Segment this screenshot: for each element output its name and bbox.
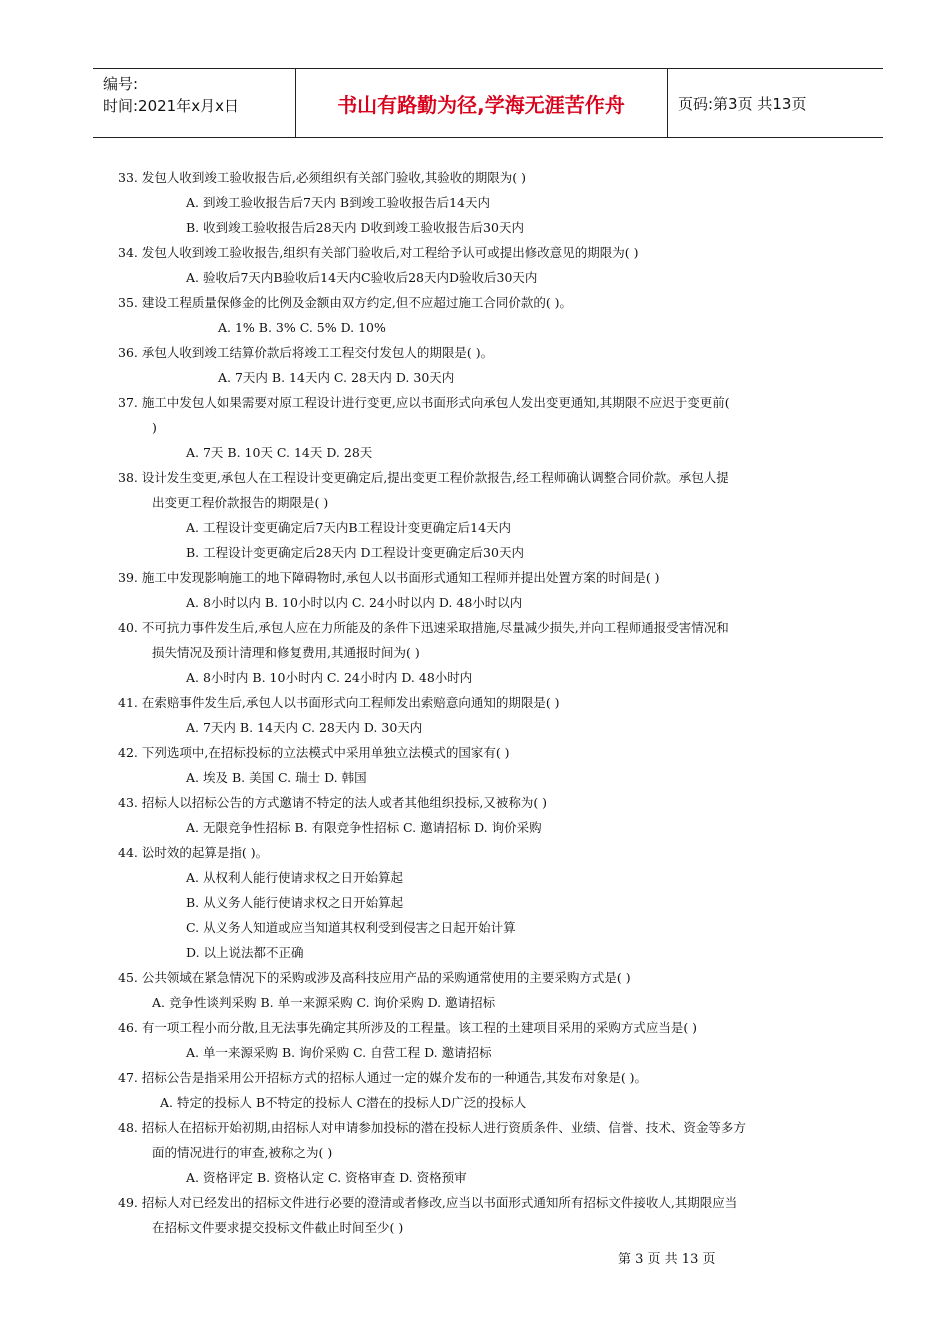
number-label: 编号: <box>103 75 139 93</box>
header-meta <box>103 73 293 117</box>
text-line: 42. 下列选项中,在招标投标的立法模式中采用单独立法模式的国家有( ) <box>118 745 510 760</box>
text-line: 34. 发包人收到竣工验收报告,组织有关部门验收后,对工程给予认可或提出修改意见的期限为( ) <box>118 245 639 260</box>
text-line: A. 工程设计变更确定后7天内B工程设计变更确定后14天内 <box>186 520 512 535</box>
text-line: 43. 招标人以招标公告的方式邀请不特定的法人或者其他组织投标,又被称为( ) <box>118 795 548 810</box>
text-line: 47. 招标公告是指采用公开招标方式的招标人通过一定的媒介发布的一种通告,其发布对象是( )。 <box>118 1070 648 1085</box>
text-line: 33. 发包人收到竣工验收报告后,必须组织有关部门验收,其验收的期限为( ) <box>118 170 527 185</box>
text-line: 48. 招标人在招标开始初期,由招标人对申请参加投标的潜在投标人进行资质条件、业绩、信誉、技术、资金等多方 <box>118 1120 746 1135</box>
text-line: 45. 公共领域在紧急情况下的采购或涉及高科技应用产品的采购通常使用的主要采购方式是( ) <box>118 970 631 985</box>
text-line: B. 工程设计变更确定后28天内 D工程设计变更确定后30天内 <box>186 545 524 560</box>
text-line: A. 单一来源采购 B. 询价采购 C. 自营工程 D. 邀请招标 <box>186 1045 492 1060</box>
text-line: A. 7天内 B. 14天内 C. 28天内 D. 30天内 <box>218 370 455 385</box>
text-line: A. 验收后7天内B验收后14天内C验收后28天内D验收后30天内 <box>186 270 538 285</box>
text-line: 37. 施工中发包人如果需要对原工程设计进行变更,应以书面形式向承包人发出变更通知,其期限不应迟于变更前( <box>118 395 730 410</box>
text-line: ) <box>152 420 157 435</box>
text-line: A. 埃及 B. 美国 C. 瑞士 D. 韩国 <box>186 770 367 785</box>
text-line: C. 从义务人知道或应当知道其权利受到侵害之日起开始计算 <box>186 920 516 935</box>
text-line: A. 1% B. 3% C. 5% D. 10% <box>218 320 386 335</box>
text-line: 36. 承包人收到竣工结算价款后将竣工工程交付发包人的期限是( )。 <box>118 345 494 360</box>
text-line: A. 竞争性谈判采购 B. 单一来源采购 C. 询价采购 D. 邀请招标 <box>152 995 496 1010</box>
text-line: A. 7天 B. 10天 C. 14天 D. 28天 <box>186 445 373 460</box>
header-divider <box>667 69 668 137</box>
text-line: B. 从义务人能行使请求权之日开始算起 <box>186 895 404 910</box>
text-line: B. 收到竣工验收报告后28天内 D收到竣工验收报告后30天内 <box>186 220 524 235</box>
text-line: 在招标文件要求提交投标文件截止时间至少( ) <box>152 1220 404 1235</box>
text-line: A. 到竣工验收报告后7天内 B到竣工验收报告后14天内 <box>186 195 490 210</box>
text-line: A. 从权利人能行使请求权之日开始算起 <box>186 870 403 885</box>
text-line: A. 无限竞争性招标 B. 有限竞争性招标 C. 邀请招标 D. 询价采购 <box>186 820 542 835</box>
text-line: 出变更工程价款报告的期限是( ) <box>152 495 329 510</box>
text-line: A. 资格评定 B. 资格认定 C. 资格审查 D. 资格预审 <box>186 1170 467 1185</box>
text-line: 面的情况进行的审查,被称之为( ) <box>152 1145 333 1160</box>
text-line: A. 8小时内 B. 10小时内 C. 24小时内 D. 48小时内 <box>186 670 473 685</box>
page-footer: 第 3 页 共 13 页 <box>618 1252 716 1267</box>
text-line: 损失情况及预计清理和修复费用,其通报时间为( ) <box>152 645 420 660</box>
text-line: 38. 设计发生变更,承包人在工程设计变更确定后,提出变更工程价款报告,经工程师确认调整合同价款。承包人提 <box>118 470 729 485</box>
text-line: 49. 招标人对已经发出的招标文件进行必要的澄清或者修改,应当以书面形式通知所有招标文件接收人,其期限应当 <box>118 1195 738 1210</box>
header-motto: 书山有路勤为径,学海无涯苦作舟 <box>337 92 625 117</box>
text-line: A. 7天内 B. 14天内 C. 28天内 D. 30天内 <box>186 720 423 735</box>
text-line: D. 以上说法都不正确 <box>186 945 304 960</box>
text-line: 44. 讼时效的起算是指( )。 <box>118 845 269 860</box>
page-header <box>93 68 883 138</box>
text-line: 40. 不可抗力事件发生后,承包人应在力所能及的条件下迅速采取措施,尽量减少损失,并向工程师通报受害情况和 <box>118 620 729 635</box>
text-line: 41. 在索赔事件发生后,承包人以书面形式向工程师发出索赔意向通知的期限是( ) <box>118 695 560 710</box>
text-line: A. 8小时以内 B. 10小时以内 C. 24小时以内 D. 48小时以内 <box>186 595 523 610</box>
text-line: 39. 施工中发现影响施工的地下障碍物时,承包人以书面形式通知工程师并提出处置方案的时间是( ) <box>118 570 660 585</box>
text-line: 46. 有一项工程小而分散,且无法事先确定其所涉及的工程量。该工程的土建项目采用的采购方式应当是( ) <box>118 1020 698 1035</box>
time-label: 时间:2021年x月x日 <box>103 97 239 115</box>
header-page-label: 页码:第3页 共13页 <box>678 94 807 113</box>
text-line: 35. 建设工程质量保修金的比例及金额由双方约定,但不应超过施工合同价款的( )。 <box>118 295 573 310</box>
text-line: A. 特定的投标人 B不特定的投标人 C潜在的投标人D广泛的投标人 <box>160 1095 527 1110</box>
